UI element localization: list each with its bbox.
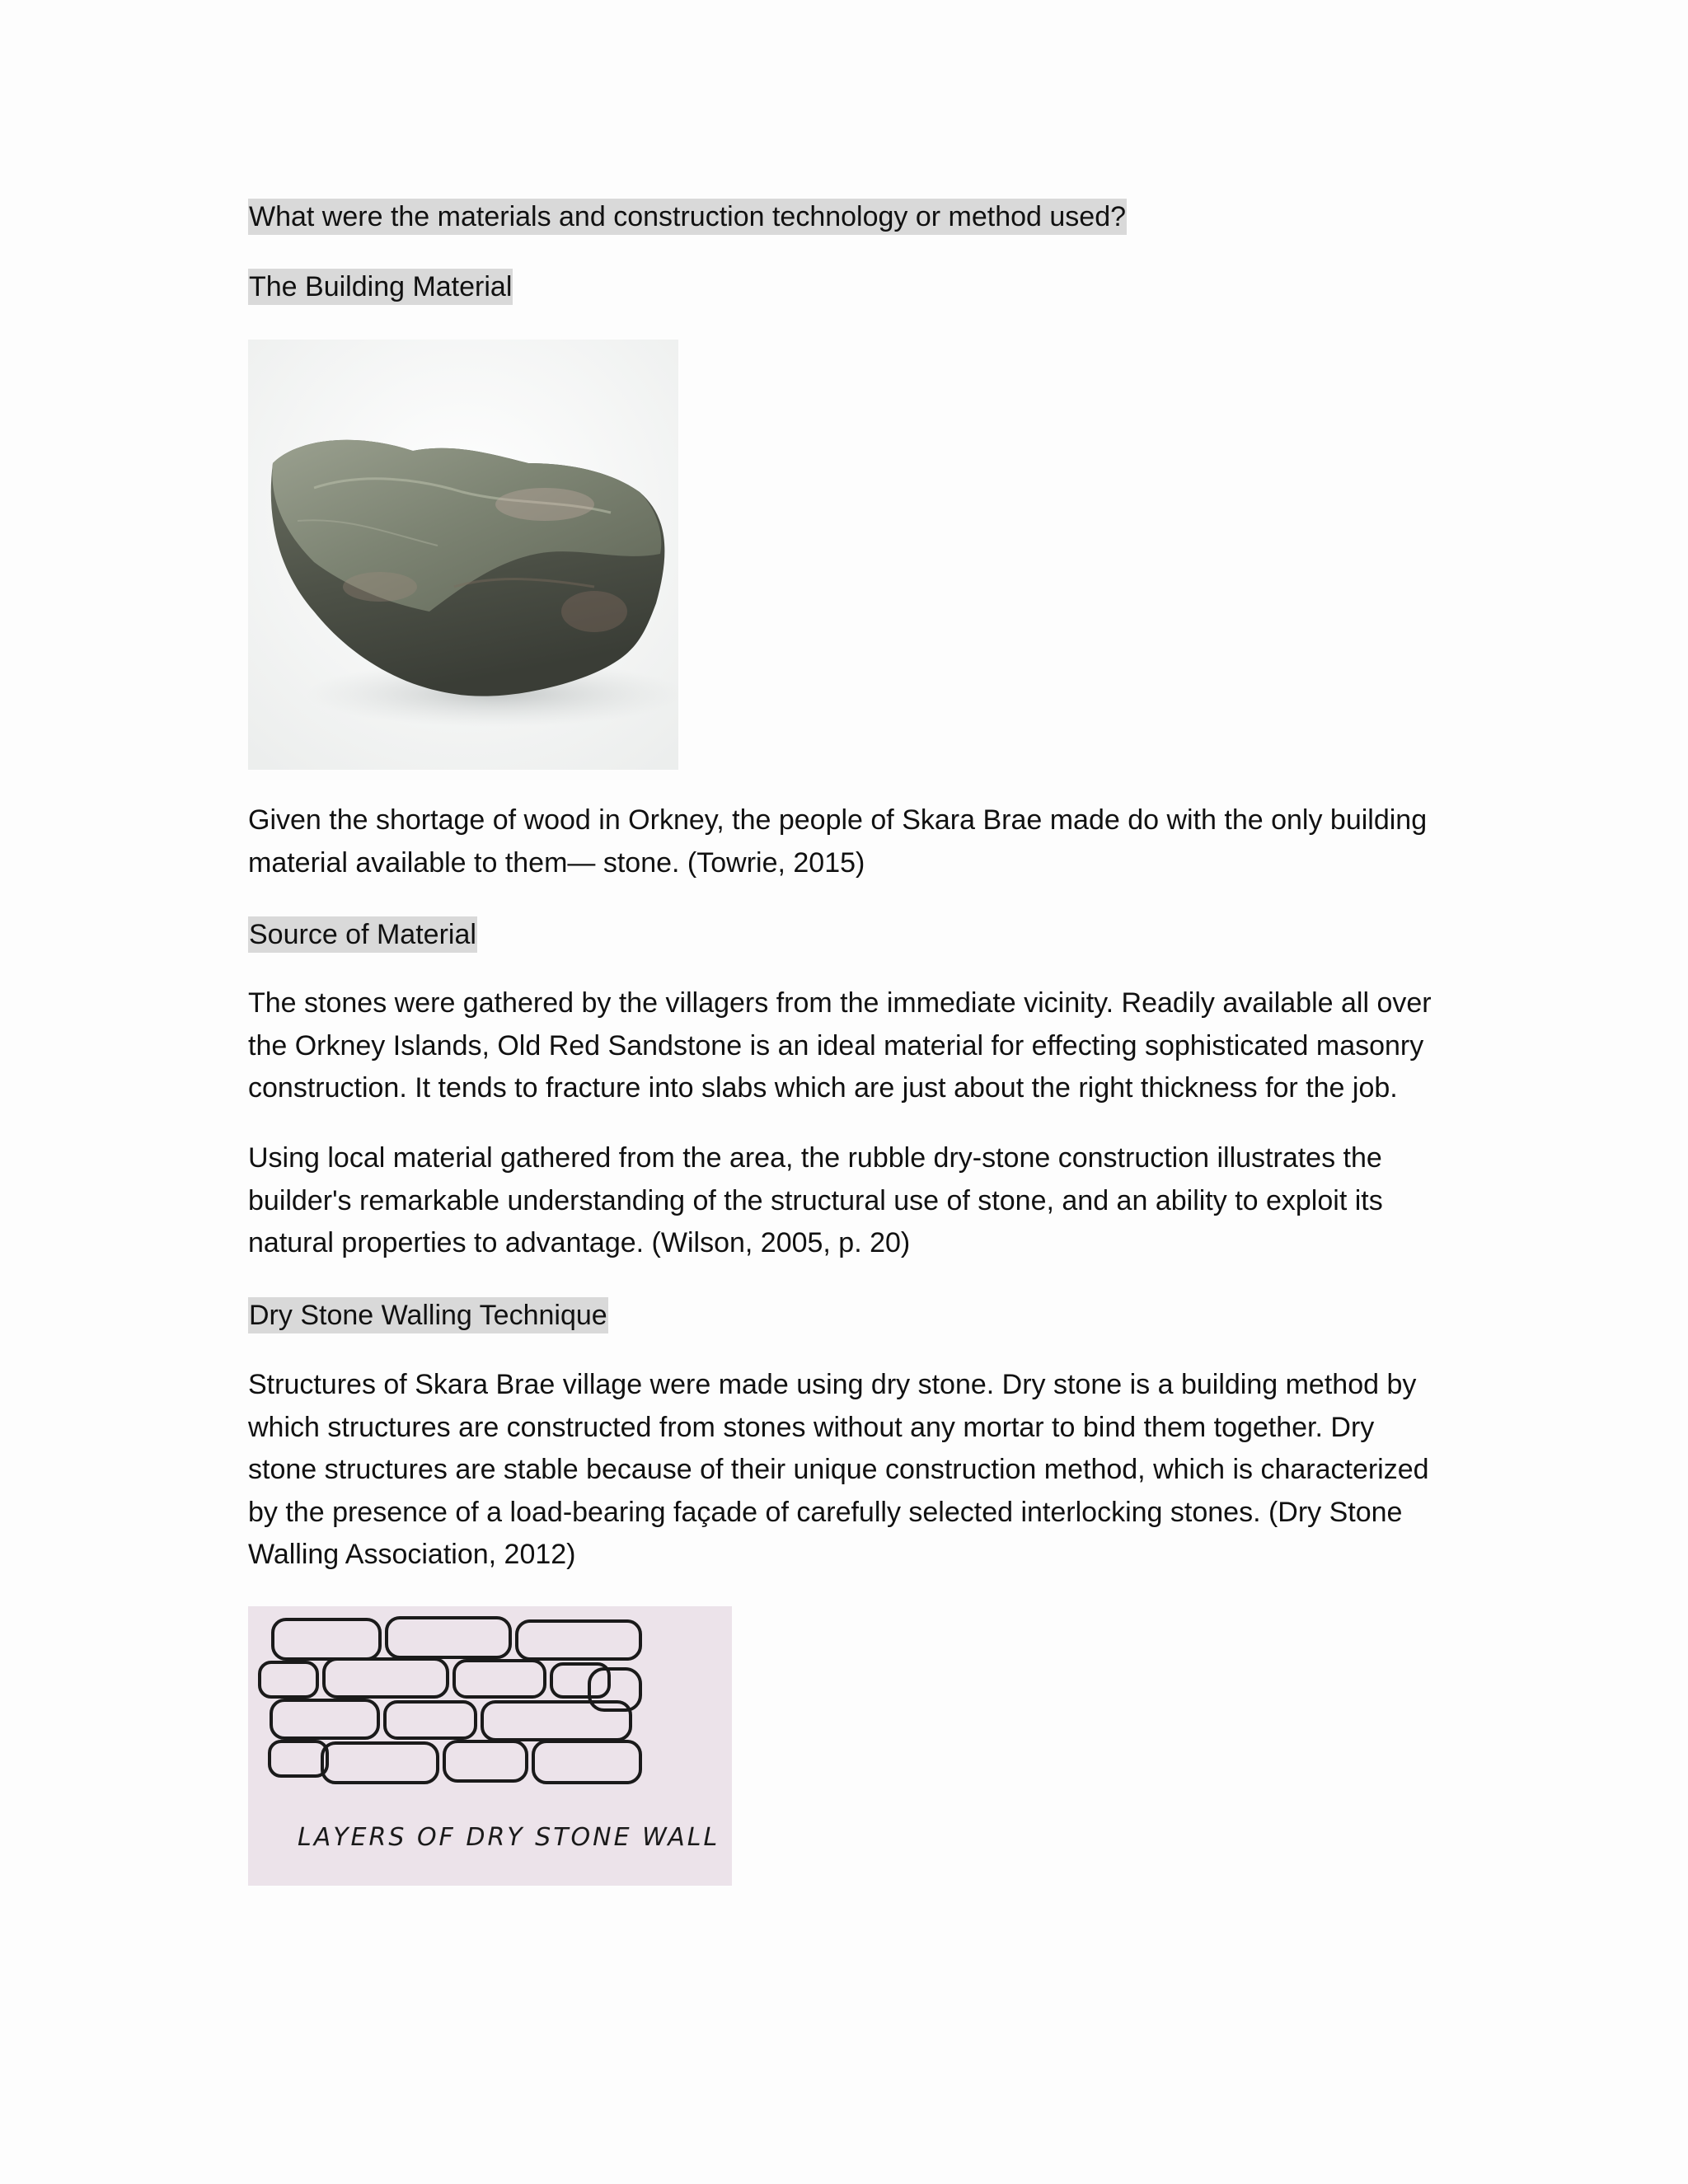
paragraph-line: Walling Association, 2012) [248, 1539, 576, 1570]
building-material-paragraph [248, 799, 1451, 884]
sketch-caption: LAYERS OF DRY STONE WALL [298, 1823, 720, 1852]
source-paragraph-1 [248, 982, 1451, 1110]
section-title-source: Source of Material [248, 916, 477, 953]
paragraph-line: Given the shortage of wood in Orkney, the people of Skara Brae made do with the only building [248, 804, 1428, 836]
paragraph-line: by the presence of a load-bearing façade of carefully selected interlocking stones. (Dry Stone [248, 1496, 1403, 1528]
paragraph-line: construction. It tends to fracture into slabs which are just about the right thickness for the job. [248, 1072, 1398, 1104]
paragraph-line: natural properties to advantage. (Wilson, 2005, p. 20) [248, 1227, 911, 1258]
paragraph-line: Using local material gathered from the area, the rubble dry-stone construction illustrates the [248, 1142, 1382, 1174]
paragraph-line: which structures are constructed from stones without any mortar to bind them together. Dry [248, 1411, 1375, 1443]
paragraph-line: builder's remarkable understanding of the structural use of stone, and an ability to exploit its [248, 1184, 1383, 1216]
wall-sketch-image [248, 1606, 732, 1886]
paragraph-line: Structures of Skara Brae village were made using dry stone. Dry stone is a building method by [248, 1369, 1417, 1400]
stone-photo [248, 340, 678, 770]
stone-image [248, 340, 678, 770]
paragraph-line: the Orkney Islands, Old Red Sandstone is an ideal material for effecting sophisticated masonry [248, 1029, 1424, 1062]
paragraph-line: stone structures are stable because of their unique construction method, which is characterized [248, 1454, 1429, 1485]
section-title-technique: Dry Stone Walling Technique [248, 1297, 608, 1333]
dry-stone-wall-sketch [248, 1606, 732, 1886]
technique-paragraph [248, 1364, 1451, 1577]
question-heading: What were the materials and construction technology or method used? [248, 199, 1127, 235]
paragraph-line: The stones were gathered by the villagers from the immediate vicinity. Readily available all over [248, 987, 1432, 1019]
paragraph-line: material available to them— stone. (Towrie, 2015) [248, 846, 865, 879]
source-paragraph-2 [248, 1137, 1451, 1265]
section-title-building-material: The Building Material [248, 269, 513, 305]
